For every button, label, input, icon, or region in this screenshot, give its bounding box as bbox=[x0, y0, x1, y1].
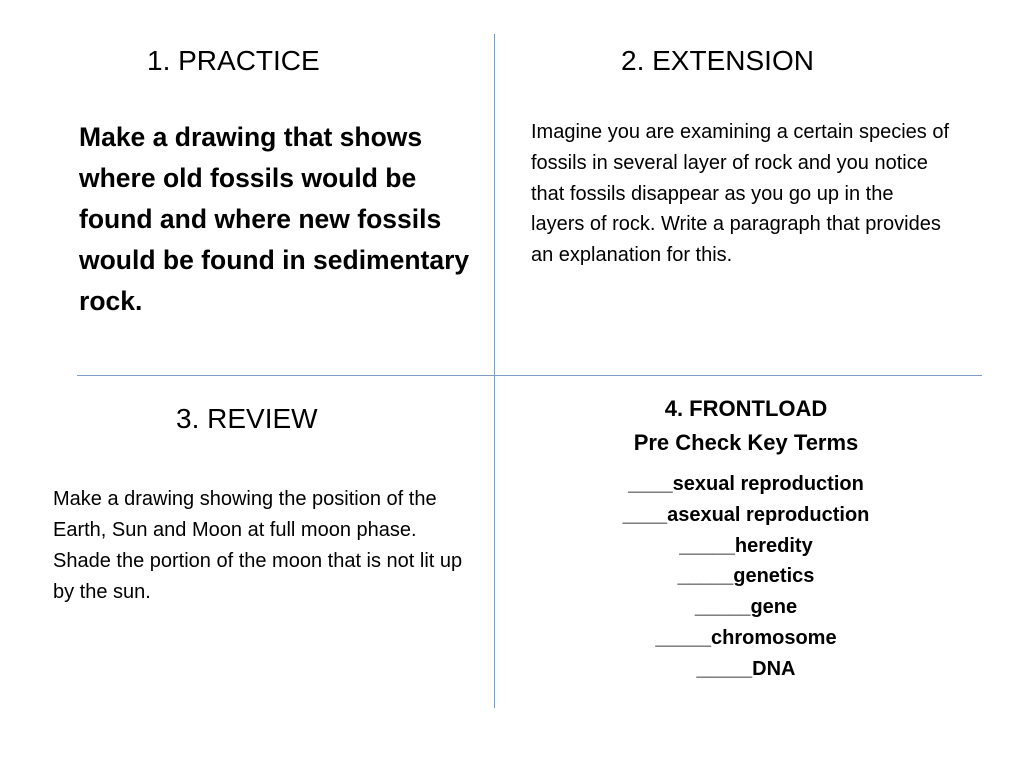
frontload-heading: 4. FRONTLOAD bbox=[664, 396, 828, 421]
frontload-subheading: Pre Check Key Terms bbox=[633, 430, 859, 455]
extension-instructions: Imagine you are examining a certain species of fossils in several layer of rock and you notice that fossils disappear as you go up in the layers of rock. Write a paragraph that provides an explanation for this. bbox=[531, 121, 950, 267]
key-term-item: _____chromosome bbox=[655, 626, 837, 649]
key-term-item: _____genetics bbox=[677, 565, 815, 588]
key-term-item: ____sexual reproduction bbox=[628, 473, 864, 495]
key-term-item: _____heredity bbox=[679, 534, 813, 557]
vertical-divider bbox=[494, 34, 495, 708]
key-term-item: _____gene bbox=[694, 596, 798, 619]
key-term-item: _____DNA bbox=[696, 657, 796, 680]
frontload-section bbox=[546, 392, 946, 685]
practice-instructions: Make a drawing that shows where old fossils would be found and where new fossils would be found in sedimentary rock. bbox=[79, 122, 470, 316]
review-instructions: Make a drawing showing the position of the Earth, Sun and Moon at full moon phase. Shade the portion of the moon that is not lit up by the sun. bbox=[53, 488, 463, 603]
horizontal-divider bbox=[77, 375, 982, 376]
review-heading: 3. REVIEW bbox=[176, 403, 318, 434]
extension-heading: 2. EXTENSION bbox=[621, 45, 814, 76]
key-terms-list bbox=[546, 469, 946, 685]
key-term-item: ____asexual reproduction bbox=[622, 503, 870, 526]
practice-heading: 1. PRACTICE bbox=[147, 45, 320, 76]
